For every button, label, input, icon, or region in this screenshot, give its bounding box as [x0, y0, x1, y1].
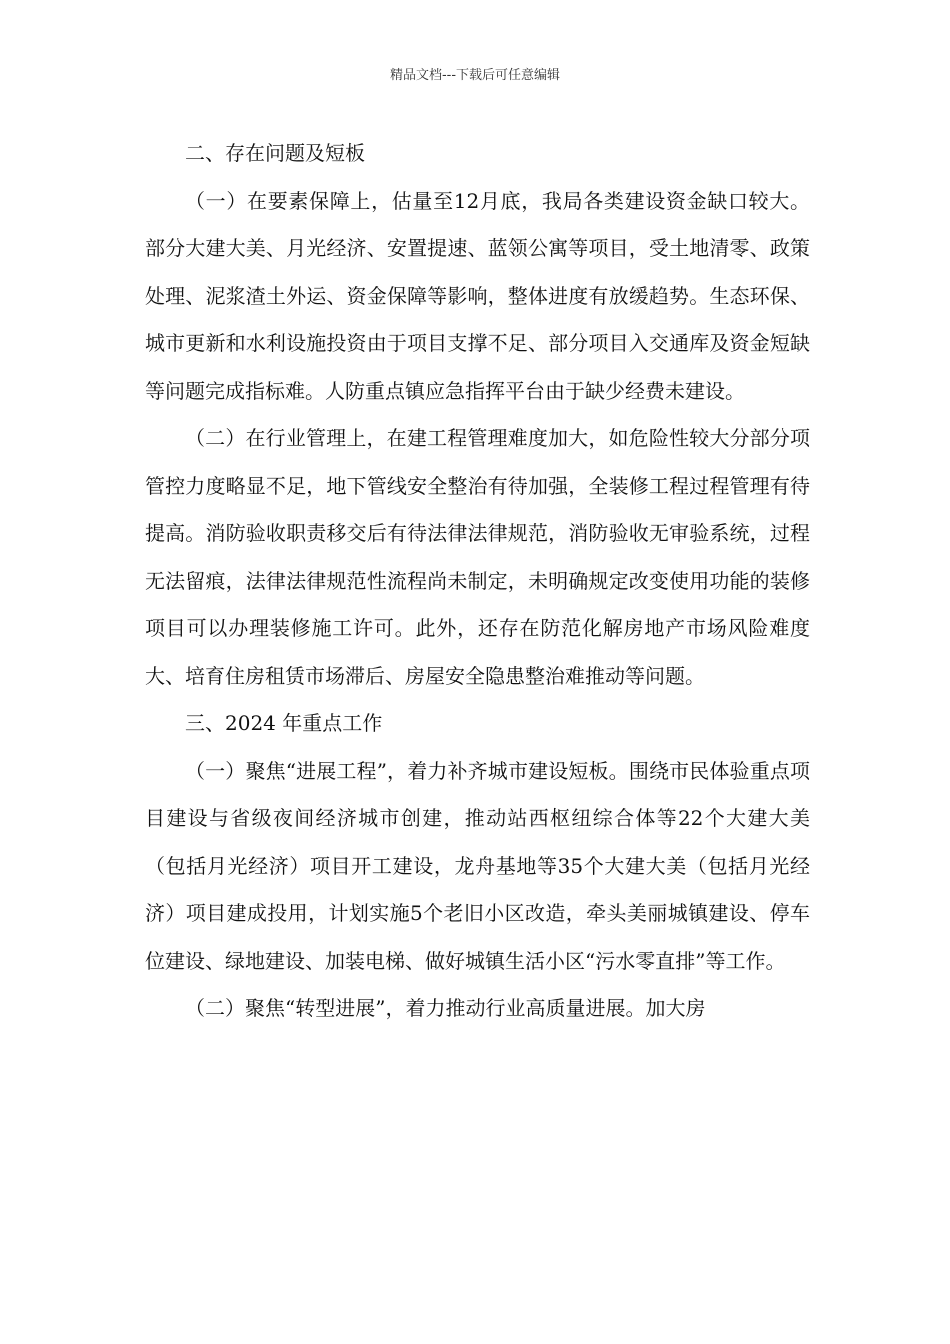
paragraph-transformation: （二）聚焦“转型进展”，着力推动行业高质量进展。加大房 [185, 996, 706, 1020]
section-heading-problems: 二、存在问题及短板 [185, 141, 365, 165]
paragraph-factor-guarantee: （一）在要素保障上，估量至12月底，我局各类建设资金缺口较大。部分大建大美、月光经济、安置提速、蓝领公寓等项目，受土地清零、政策处理、泥浆渣土外运、资金保障等影响，整体进度有放缓趋势。生态环保、城市更新和水利设施投资由于项目支撑不足、部分项目入交通库及资金短缺等问题完成指标难。人防重点镇应急指挥平台由于缺少经费未建设。 [145, 188, 810, 403]
section-heading-key-work: 三、2024 年重点工作 [185, 711, 383, 735]
paragraph-industry-management: （二）在行业管理上，在建工程管理难度加大，如危险性较大分部分项管控力度略显不足，地下管线安全整治有待加强，全装修工程过程管理有待提高。消防验收职责移交后有待法律法律规范，消防验收无审验系统，过程无法留痕，法律法律规范性流程尚未制定，未明确规定改变使用功能的装修项目可以办理装修施工许可。此外，还存在防范化解房地产市场风险难度大、培育住房租赁市场滞后、房屋安全隐患整治难推动等问题。 [145, 426, 810, 688]
document-body [145, 130, 810, 1033]
page-header: 精品文档---下载后可任意编辑 [389, 68, 561, 83]
paragraph-development-projects: （一）聚焦“进展工程”，着力补齐城市建设短板。围绕市民体验重点项目建设与省级夜间经济城市创建，推动站西枢纽综合体等22个大建大美（包括月光经济）项目开工建设，龙舟基地等35个大建大美（包括月光经济）项目建成投用，计划实施5个老旧小区改造，牵头美丽城镇建设、停车位建设、绿地建设、加装电梯、做好城镇生活小区“污水零直排”等工作。 [145, 758, 810, 973]
